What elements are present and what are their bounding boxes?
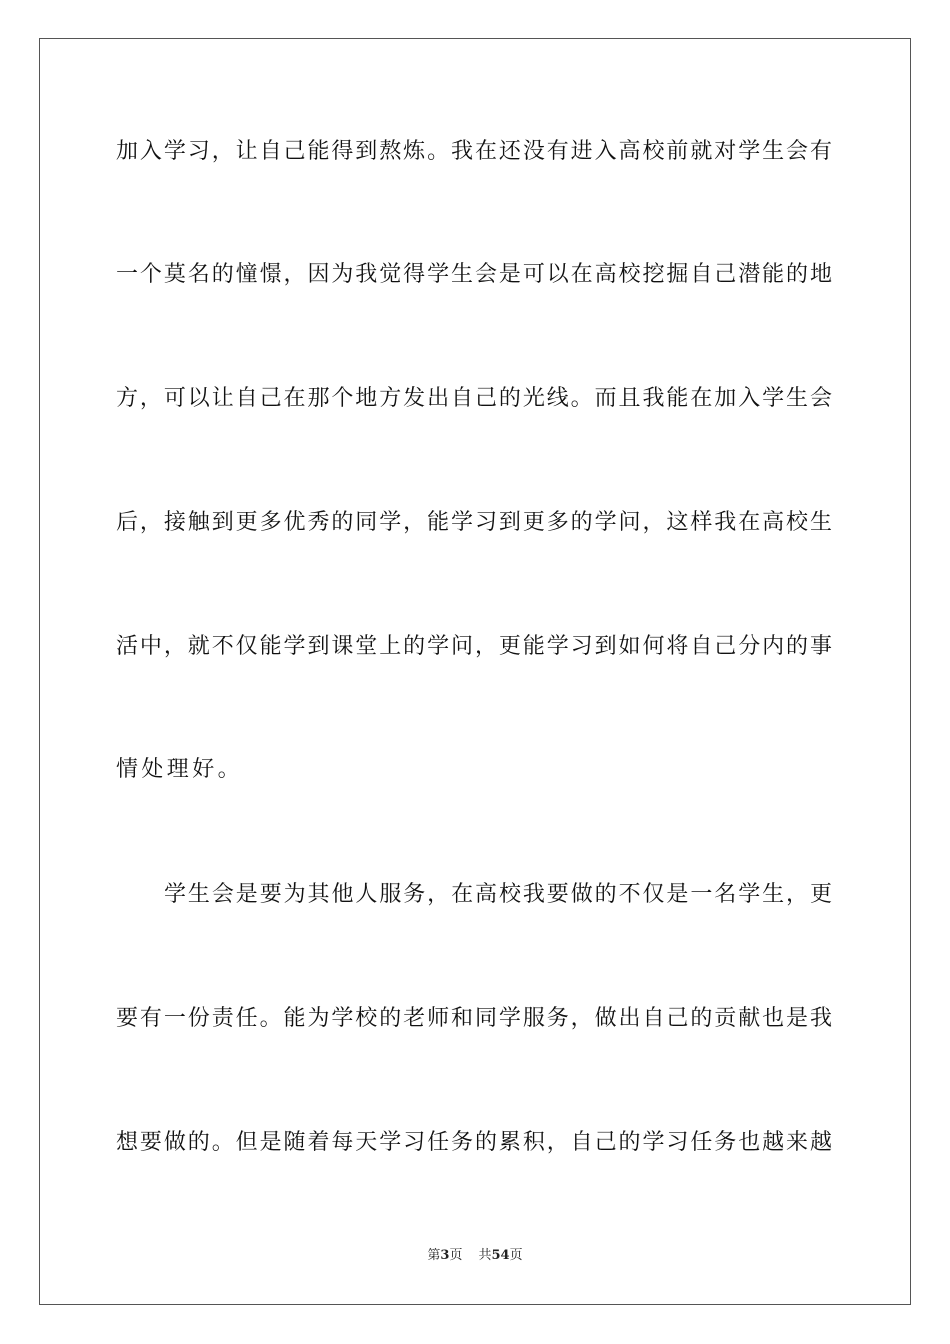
page-number: 3 <box>440 1248 450 1263</box>
paragraph-line-9: 想要做的。但是随着每天学习任务的累积，自己的学习任务也越来越 <box>116 1130 832 1155</box>
total-label-suffix: 页 <box>509 1248 523 1263</box>
paragraph-line-7: 学生会是要为其他人服务，在高校我要做的不仅是一名学生，更 <box>164 882 832 907</box>
paragraph-line-8: 要有一份责任。能为学校的老师和同学服务，做出自己的贡献也是我 <box>116 1006 832 1031</box>
paragraph-line-6: 情处理好。 <box>116 757 244 782</box>
paragraph-line-2: 一个莫名的憧憬，因为我觉得学生会是可以在高校挖掘自己潜能的地 <box>116 262 832 287</box>
page-label-suffix: 页 <box>449 1248 463 1263</box>
total-pages: 54 <box>491 1248 510 1263</box>
paragraph-line-4: 后，接触到更多优秀的同学，能学习到更多的学问，这样我在高校生 <box>116 510 832 535</box>
paragraph-line-1: 加入学习，让自己能得到熬炼。我在还没有进入高校前就对学生会有 <box>116 139 832 164</box>
total-label-prefix: 共 <box>478 1248 492 1263</box>
paragraph-line-5: 活中，就不仅能学到课堂上的学问，更能学习到如何将自己分内的事 <box>116 634 832 659</box>
page-label-prefix: 第 <box>427 1248 441 1263</box>
paragraph-line-3: 方，可以让自己在那个地方发出自己的光线。而且我能在加入学生会 <box>116 386 832 411</box>
page-frame <box>39 38 911 1305</box>
page-footer <box>0 1247 950 1265</box>
